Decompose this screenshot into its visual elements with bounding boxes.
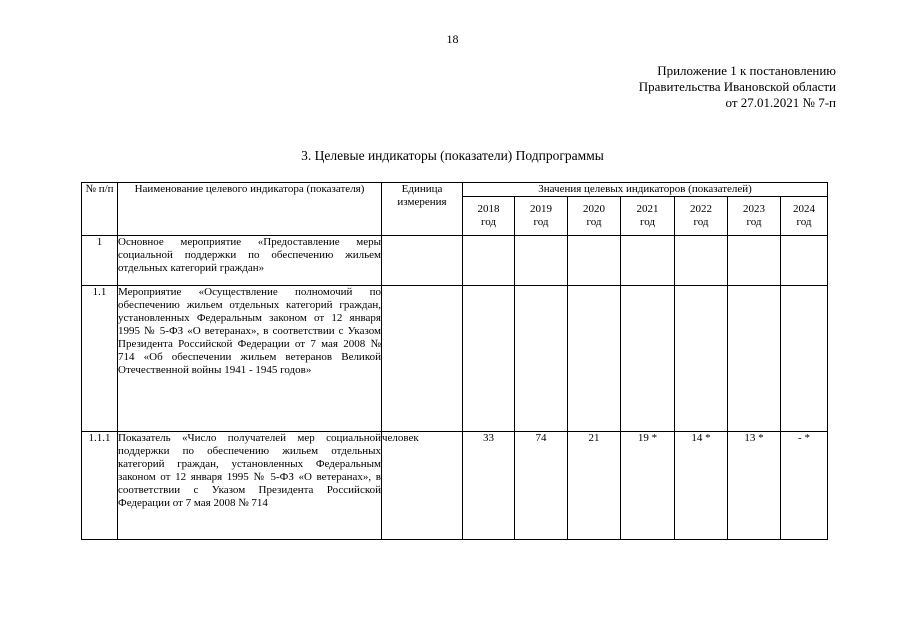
year-suffix: год bbox=[746, 216, 762, 228]
year-label: 2024 bbox=[793, 203, 816, 215]
indicators-table bbox=[81, 182, 828, 540]
row-value-2024 bbox=[781, 236, 828, 286]
row-value-2022 bbox=[675, 286, 728, 432]
appendix-header bbox=[639, 63, 836, 111]
row-indicator-name: Мероприятие «Осуществление полномочий по обеспечению жильем отдельных категорий граждан, установленных Федеральным законом от 12 января 1995 № 5-ФЗ «О ветеранах», в соответствии с Указом Президента Российской Федерации от 7 мая 2008 № 714 «Об обеспечении жильем ветеранов Великой Отечественной войны 1941 - 1945 годов» bbox=[118, 286, 382, 432]
year-suffix: год bbox=[796, 216, 812, 228]
header-name: Наименование целевого индикатора (показателя) bbox=[118, 183, 382, 236]
row-value-2019 bbox=[515, 236, 568, 286]
page-number: 18 bbox=[446, 32, 459, 46]
row-number: 1 bbox=[82, 236, 118, 286]
row-unit bbox=[382, 236, 463, 286]
row-value-2021: 19 * bbox=[621, 432, 675, 540]
year-suffix: год bbox=[586, 216, 602, 228]
row-value-2018 bbox=[463, 236, 515, 286]
row-indicator-name: Показатель «Число получателей мер социальной поддержки по обеспечению жильем отдельных категорий граждан, установленных Федеральным законом от 12 января 1995 № 5-ФЗ «О ветеранах», в соответствии с Указом Президента Российской Федерации от 7 мая 2008 № 714 bbox=[118, 432, 382, 540]
row-value-2020 bbox=[568, 236, 621, 286]
year-suffix: год bbox=[533, 216, 549, 228]
year-label: 2021 bbox=[636, 203, 659, 215]
row-value-2024 bbox=[781, 286, 828, 432]
header-year-2021 bbox=[621, 197, 675, 236]
year-label: 2018 bbox=[477, 203, 500, 215]
row-unit: человек bbox=[382, 432, 463, 540]
row-value-2019: 74 bbox=[515, 432, 568, 540]
row-value-2020 bbox=[568, 286, 621, 432]
row-value-2023 bbox=[728, 236, 781, 286]
year-suffix: год bbox=[480, 216, 497, 228]
row-indicator-name: Основное мероприятие «Предоставление меры социальной поддержки по обеспечению жильем отдельных категорий граждан» bbox=[118, 236, 382, 286]
row-value-2021 bbox=[621, 236, 675, 286]
header-values-group: Значения целевых индикаторов (показателей) bbox=[463, 183, 828, 197]
appendix-line-1: Приложение 1 к постановлению bbox=[657, 63, 836, 78]
row-value-2022: 14 * bbox=[675, 432, 728, 540]
header-year-2024 bbox=[781, 197, 828, 236]
row-value-2023 bbox=[728, 286, 781, 432]
year-label: 2023 bbox=[743, 203, 765, 215]
year-suffix: год bbox=[639, 216, 656, 228]
row-value-2023: 13 * bbox=[728, 432, 781, 540]
row-value-2018: 33 bbox=[463, 432, 515, 540]
row-value-2024: - * bbox=[781, 432, 828, 540]
year-label: 2019 bbox=[530, 203, 552, 215]
header-year-2023 bbox=[728, 197, 781, 236]
header-year-2018 bbox=[463, 197, 515, 236]
header-number: № п/п bbox=[82, 183, 118, 236]
header-unit: Единица измерения bbox=[382, 183, 463, 236]
row-number: 1.1 bbox=[82, 286, 118, 432]
row-value-2022 bbox=[675, 236, 728, 286]
row-number: 1.1.1 bbox=[82, 432, 118, 540]
row-unit bbox=[382, 286, 463, 432]
year-label: 2020 bbox=[583, 203, 605, 215]
row-value-2018 bbox=[463, 286, 515, 432]
appendix-line-2: Правительства Ивановской области bbox=[638, 79, 836, 94]
table-row bbox=[82, 236, 828, 286]
table-row bbox=[82, 432, 828, 540]
appendix-line-3: от 27.01.2021 № 7-п bbox=[725, 95, 836, 110]
table-row bbox=[82, 286, 828, 432]
row-value-2019 bbox=[515, 286, 568, 432]
row-value-2021 bbox=[621, 286, 675, 432]
row-value-2020: 21 bbox=[568, 432, 621, 540]
section-title: 3. Целевые индикаторы (показатели) Подпрограммы bbox=[301, 148, 604, 163]
year-suffix: год bbox=[693, 216, 709, 228]
year-label: 2022 bbox=[690, 203, 712, 215]
header-year-2020 bbox=[568, 197, 621, 236]
header-year-2022 bbox=[675, 197, 728, 236]
header-year-2019 bbox=[515, 197, 568, 236]
